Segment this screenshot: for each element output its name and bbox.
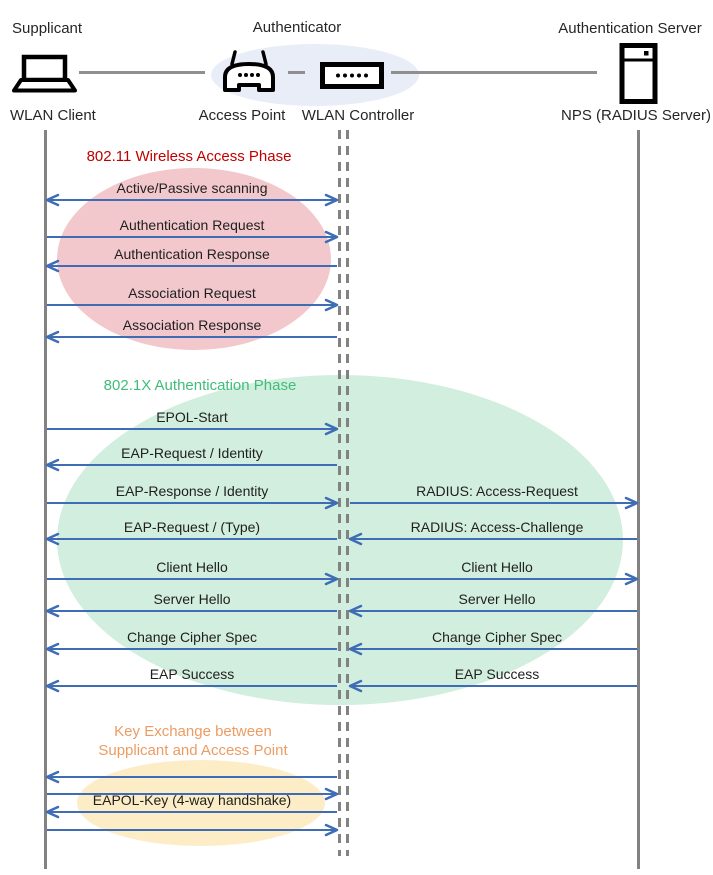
phase-title-line: 802.11 Wireless Access Phase (86, 148, 292, 165)
message-label: RADIUS: Access-Challenge (410, 519, 584, 535)
actor-role-authentication-server: Authentication Server (558, 20, 702, 37)
device-label-wlan-controller: WLAN Controller (301, 107, 415, 124)
phase-title-key-exchange (98, 722, 287, 760)
message-label: Authentication Request (119, 217, 265, 233)
message-label: EAP Success (149, 666, 235, 682)
message-label: Change Cipher Spec (127, 629, 257, 645)
phase-title-line: Key Exchange between (114, 723, 272, 740)
message-label: EPOL-Start (156, 409, 228, 425)
phase-title-line: Supplicant and Access Point (98, 742, 288, 759)
message-label: Client Hello (156, 559, 228, 575)
phase-title-802-1x-authentication (104, 376, 297, 395)
device-label-access-point: Access Point (198, 107, 286, 124)
message-label: RADIUS: Access-Request (416, 483, 578, 499)
message-label: Server Hello (458, 591, 536, 607)
message-label: EAP-Request / Identity (121, 445, 263, 461)
device-label-nps-radius-server: NPS (RADIUS Server) (560, 107, 712, 124)
message-label: Server Hello (153, 591, 231, 607)
message-label: Active/Passive scanning (116, 180, 268, 196)
message-label: EAP Success (454, 666, 540, 682)
actor-role-authenticator: Authenticator (252, 19, 342, 36)
message-label: Association Response (122, 317, 262, 333)
phase-title-line: 802.1X Authentication Phase (103, 377, 297, 394)
message-label: EAP-Response / Identity (115, 483, 269, 499)
message-label: Change Cipher Spec (432, 629, 562, 645)
message-label: Authentication Response (114, 246, 270, 262)
message-label: Client Hello (461, 559, 533, 575)
message-label: EAPOL-Key (4-way handshake) (92, 792, 292, 808)
device-label-wlan-client: WLAN Client (10, 107, 96, 124)
message-label: Association Request (128, 285, 256, 301)
message-label: EAP-Request / (Type) (123, 519, 261, 535)
actor-role-supplicant: Supplicant (12, 20, 83, 37)
phase-title-802-11-wireless-access (87, 147, 292, 166)
